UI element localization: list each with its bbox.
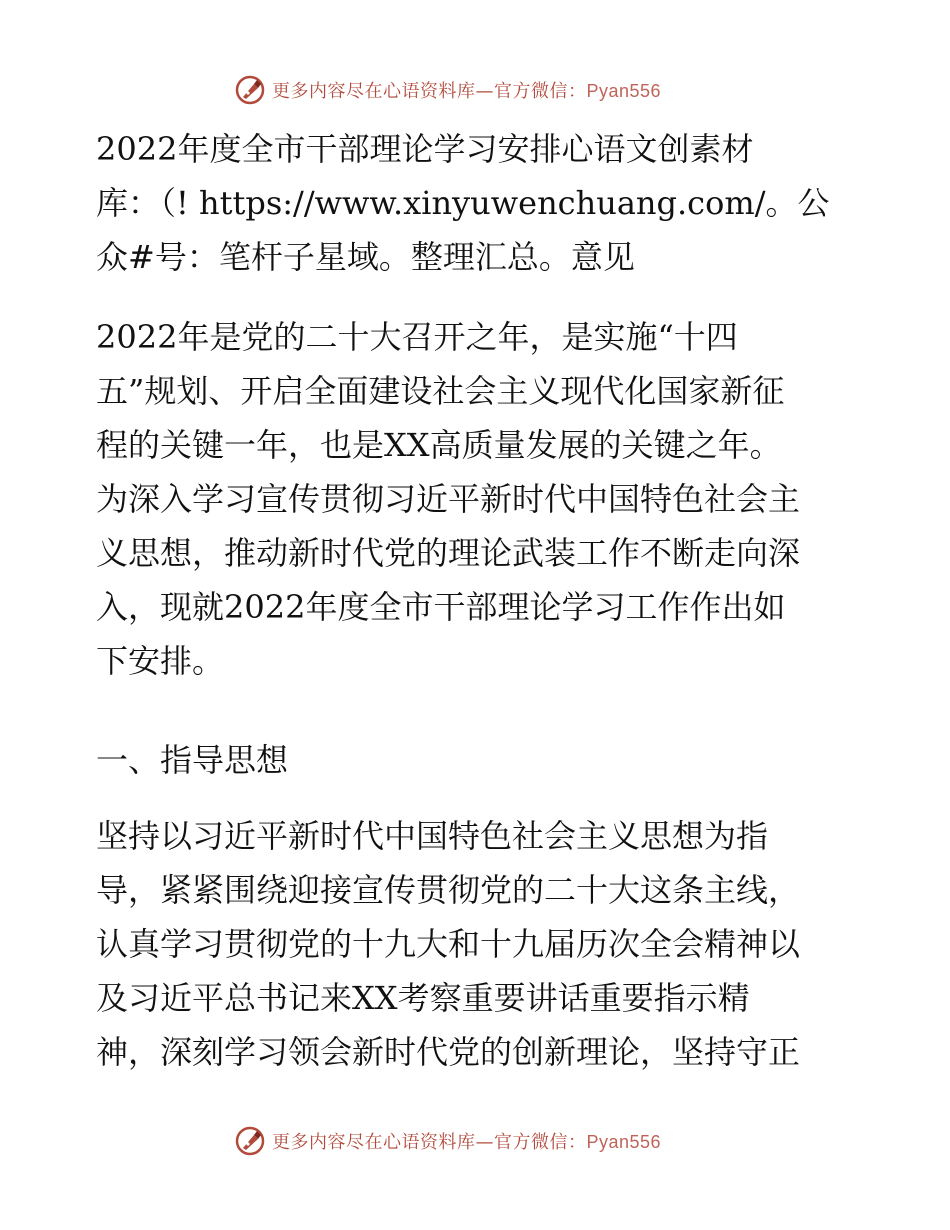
watermark-banner-top xyxy=(234,73,661,107)
text-line: 神，深刻学习领会新时代党的创新理论，坚持守正 xyxy=(96,1033,801,1071)
pen-nib-logo-icon xyxy=(234,74,266,106)
text-line: 库：（! https://www.xinyuwenchuang.com/。公 xyxy=(96,184,830,222)
watermark-main: 更多内容尽在心语资料库 xyxy=(272,1132,476,1153)
text-line: 五”规划、开启全面建设社会主义现代化国家新征 xyxy=(96,372,785,410)
watermark-text xyxy=(272,77,661,103)
document-body xyxy=(96,122,856,284)
watermark-separator: — xyxy=(475,1132,494,1153)
text-line: 入，现就2022年度全市干部理论学习工作作出如 xyxy=(96,588,786,626)
text-line: 为深入学习宣传贯彻习近平新时代中国特色社会主 xyxy=(96,480,801,518)
watermark-banner-bottom xyxy=(234,1124,661,1158)
text-line: 2022年度全市干部理论学习安排心语文创素材 xyxy=(96,130,754,168)
watermark-handle: Pyan556 xyxy=(586,81,662,101)
watermark-contact: 官方微信： xyxy=(494,1132,587,1153)
paragraph-intro xyxy=(96,310,856,688)
text-line: 坚持以习近平新时代中国特色社会主义思想为指 xyxy=(96,817,769,855)
text-line: 程的关键一年，也是XX高质量发展的关键之年。 xyxy=(96,426,782,464)
text-line: 导，紧紧围绕迎接宣传贯彻党的二十大这条主线， xyxy=(96,871,801,909)
text-line: 认真学习贯彻党的十九大和十九届历次全会精神以 xyxy=(96,925,801,963)
watermark-main: 更多内容尽在心语资料库 xyxy=(272,81,476,102)
section-heading xyxy=(96,733,856,787)
text-line: 下安排。 xyxy=(96,642,225,680)
watermark-handle: Pyan556 xyxy=(586,1132,662,1152)
watermark-separator: — xyxy=(475,81,494,102)
watermark-text xyxy=(272,1128,661,1154)
text-line: 众#号：笔杆子星域。整理汇总。意见 xyxy=(96,238,635,276)
text-line: 2022年是党的二十大召开之年，是实施“十四 xyxy=(96,318,738,356)
text-line: 义思想，推动新时代党的理论武装工作不断走向深 xyxy=(96,534,801,572)
heading-line: 一、指导思想 xyxy=(96,741,289,779)
watermark-contact: 官方微信： xyxy=(494,81,587,102)
text-line: 及习近平总书记来XX考察重要讲话重要指示精 xyxy=(96,979,750,1017)
pen-nib-logo-icon xyxy=(234,1125,266,1157)
paragraph-guiding xyxy=(96,809,856,1079)
